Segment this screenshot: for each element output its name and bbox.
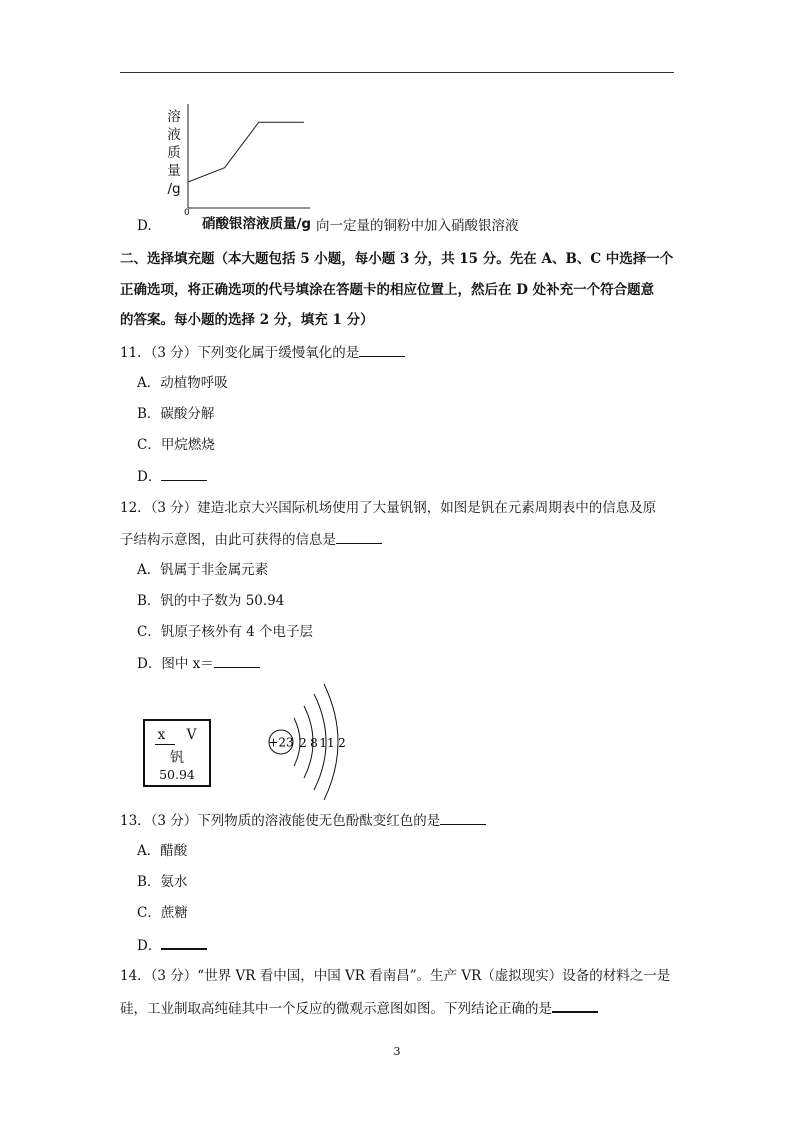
q12-stem-line2: 子结构示意图，由此可获得的信息是	[120, 531, 382, 548]
q12-option-c: C．钒原子核外有 4 个电子层	[137, 624, 314, 640]
q11-option-c: C．甲烷燃烧	[137, 437, 215, 453]
q13-option-b: B．氨水	[137, 874, 188, 890]
shell-electrons-4: 2	[338, 736, 346, 750]
periodic-element-cell	[143, 719, 211, 787]
q14-answer-blank	[552, 999, 598, 1013]
graph-y-axis-label: 溶 液 质 量 /g	[167, 109, 181, 197]
q11-stem: 11．（3 分）下列变化属于缓慢氧化的是	[120, 344, 405, 361]
q13-option-d: D．	[137, 936, 207, 954]
graph-curve	[188, 122, 304, 182]
shell-electrons-1: 2	[299, 736, 307, 750]
section2-line1: 二、选择填充题（本大题包括 5 小题，每小题 3 分，共 15 分。先在 A、B、C 中选择一个	[120, 251, 674, 267]
q11-answer-blank	[359, 344, 405, 357]
shell-electrons-3: 11	[319, 736, 335, 750]
q11-option-d: D．	[137, 468, 207, 485]
header-rule	[120, 72, 674, 73]
option-d-caption: 向一定量的铜粉中加入硝酸银溶液	[316, 218, 519, 234]
section2-line2: 正确选项，将正确选项的代号填涂在答题卡的相应位置上，然后在 D 处补充一个符合题意	[120, 282, 655, 298]
q13-option-a: A．醋酸	[137, 843, 188, 859]
q13-d-blank	[161, 936, 207, 950]
atom-structure-diagram	[262, 680, 362, 804]
element-atomic-mass: 50.94	[159, 767, 195, 782]
section2-line3: 的答案。每小题的选择 2 分，填充 1 分）	[120, 312, 374, 328]
q11-option-a: A．动植物呼吸	[137, 375, 228, 391]
q14-stem-line1: 14．（3 分）“世界 VR 看中国，中国 VR 看南昌”。生产 VR（虚拟现实）设备的材料之一是	[120, 968, 671, 984]
q13-stem: 13．（3 分）下列物质的溶液能使无色酚酞变红色的是	[120, 812, 486, 829]
page-number: 3	[393, 1045, 401, 1058]
q13-answer-blank	[440, 812, 486, 825]
graph-origin: 0	[184, 208, 190, 218]
element-name: 钒	[170, 750, 184, 766]
option-d-label: D.	[137, 218, 152, 234]
q11-option-b: B．碳酸分解	[137, 406, 215, 422]
graph-x-axis-label: 硝酸银溶液质量/g	[202, 216, 312, 232]
element-atomic-number: x	[157, 727, 166, 743]
element-symbol: V	[186, 727, 197, 743]
nucleus-charge: +23	[268, 735, 294, 750]
q13-option-c: C．蔗糖	[137, 905, 188, 921]
shell-electrons-2: 8	[310, 736, 318, 750]
q12-stem-line1: 12．（3 分）建造北京大兴国际机场使用了大量钒钢，如图是钒在元素周期表中的信息及原	[120, 500, 657, 516]
q12-option-d: D．图中 x＝	[137, 655, 260, 672]
q12-d-blank	[214, 655, 260, 668]
option-d-graph	[160, 100, 340, 235]
q12-option-b: B．钒的中子数为 50.94	[137, 593, 285, 609]
q11-d-blank	[161, 468, 207, 481]
atomic-number-underline	[155, 744, 175, 745]
q12-option-a: A．钒属于非金属元素	[137, 562, 269, 578]
q12-answer-blank	[336, 531, 382, 544]
q14-stem-line2: 硅，工业制取高纯硅其中一个反应的微观示意图如图。下列结论正确的是	[120, 999, 598, 1017]
